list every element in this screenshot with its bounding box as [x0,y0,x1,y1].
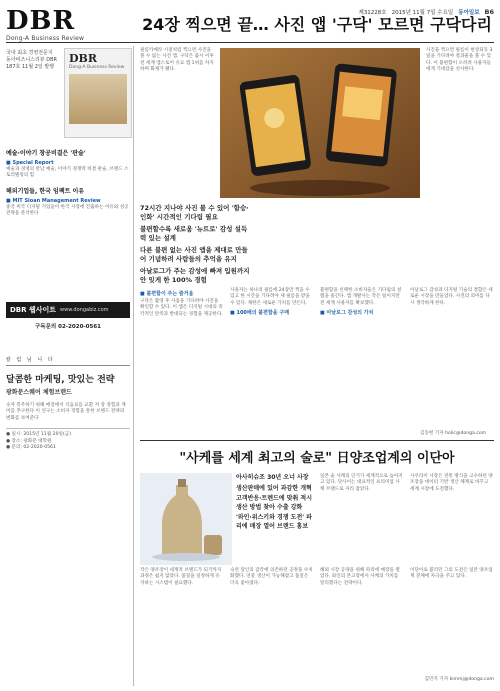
highlight-item: 생산판매에 있어 과감한 개혁 [236,484,312,492]
cover-image [69,74,127,124]
highlight-item: '와인·위스키와 경쟁 도전' 파리에 매장 열어 브랜드 홍보 [236,514,312,530]
sidebar-section [6,186,130,218]
highlight-item: 고객반응·트렌드에 맞춰 적시 생산 방법 찾아 수출 강화 [236,495,313,511]
article1-body [140,288,494,318]
section-title: 예술·이야기 창공비결은 '판술' [6,150,86,157]
article1-lead-text: 필름카메라 시절처럼 찍으면 사진을 볼 수 없는 사진 앱. 구닥은 출시 이후 전 세계 앱스토어 유료 앱 1위를 차지하며 화제가 됐다. [140,48,214,73]
sidebar-sections [6,142,130,218]
body-paragraph: 작은 양조장이 세계적 브랜드가 되기까지 과정은 쉽지 않았다. 품질을 일정하게 유지하는 시스템이 필요했다. [140,568,222,586]
event-date: ● 일시: 2015년 11월 20일(금) [6,432,71,438]
magazine-cover[interactable] [64,48,132,138]
article2-body [140,568,494,587]
body-column [140,288,224,318]
article2-highlights [236,474,316,533]
dbr-website-banner[interactable] [6,302,130,318]
article1-headline: 24장 찍으면 끝… 사진 앱 '구닥' 모르면 구닥다리 [142,15,492,34]
cover-subtitle: Dong-A Business Review [69,65,125,70]
subhead: ■ 100배의 불편함을 구매 [230,310,290,317]
highlight-item: 아날로그가 주는 감성에 빠져 입원까지 안 잊게 한 100% 경험 [140,267,250,284]
body-paragraph: 해외 시장 공략을 위해 파리에 매장을 열었다. 와인의 본고장에서 사케의 가치를 알리겠다는 전략이다. [320,568,400,586]
article1-byline: 김동현 기자 holic@donga.com [420,431,487,436]
article2-side-text: 사쿠라이 사장은 전통 방식을 고수하던 양조장을 데이터 기반 생산 체계로 바꾸고 세계 시장에 도전했다. [410,474,493,492]
highlight-item: 72시간 지나야 사진 볼 수 있어 '함승·인화' 시간적인 기다림 필요 [140,204,249,221]
banner-label: DBR 웹사이트 [10,306,57,314]
section-label: ■ MIT Sloan Management Review [6,197,101,204]
body-column [320,288,404,318]
subhead: ■ 아날로그 감성의 가치 [320,310,374,317]
section-body: 예술과 경영의 만남 예술, 이야기 경쟁력 비결 판술, 브랜드 스토리텔링의 힘 [6,167,129,179]
highlight-item: 아사히슈조 30년 오너 사장 [236,474,309,481]
sake-bottle-photo [140,473,232,565]
body-paragraph: 이단아로 불리던 그의 도전은 일본 양조업계 전체에 자극을 주고 있다. [410,568,493,580]
subhead: ■ 불편함이 주는 즐거움 [140,291,194,297]
promo-text: 국내 최초 경영전문지 동아비즈니스리뷰 DBR 187호 11월 2일 발행 [6,50,57,70]
smartphone-illustration [220,48,420,198]
highlight-item: 다른 불편 없는 사진 앱을 제대로 만들어 기념하려 사람들의 추억을 유지 [140,246,248,263]
masthead [6,8,130,42]
article2-byline: 김민지 기자 kimmj@donga.com [424,677,494,682]
date-line: 2015년 11월 7일 수요일 [391,10,454,16]
body-paragraph: 사용자는 하나의 필름에 24장만 찍을 수 있고 한 시간을 기다려야 새 필름을 받을 수 있다. 제한은 새로운 가치를 만든다. [230,288,310,306]
event-contact: ● 문의: 02-2020-0561 [6,445,56,451]
body-column [230,288,314,318]
column-subtitle: 광화문스퀘어 체험브랜드 [6,389,72,396]
page-number: B6 [484,8,494,16]
column-label: 칼 럼 님 니 다 [6,356,130,366]
issue-line: 제31228호 [358,10,387,16]
section-title: 해외기업들, 한국 임팩트 이유 [6,187,85,195]
column-divider [133,46,134,686]
article1-highlights [140,204,250,288]
dbr-logo: DBR [6,6,76,36]
body-paragraph: 불편함을 선택한 소비자들은 기다림의 설렘을 즐긴다. 앱 개발사는 작은 팀이지만 전 세계 사용자를 확보했다. [320,288,402,306]
article2-headline: "사케를 세계 최고의 술로" 日양조업계의 이단아 [179,451,455,466]
body-paragraph: 아날로그 감성과 디지털 기술의 결합은 새로운 시장을 만들었다. 사진의 의미를 다시 생각하게 한다. [410,288,493,306]
sidebar-section [6,148,130,180]
header-divider [6,42,494,43]
body-paragraph: 구닥은 촬영 후 사흘을 기다려야 사진을 확인할 수 있다. 이 앱은 디지털 시대의 즉각적인 만족과 반대되는 경험을 제공한다. [140,299,223,317]
article1-side-text: 사진을 찍으면 필름이 현상되듯 3일을 기다려야 결과물을 볼 수 있다. 이 불편함이 오히려 사용자들에게 기대감을 선사한다. [426,48,493,73]
website-url[interactable]: www.dongabiz.com [60,307,109,313]
paper-name: 동아일보 [458,10,480,16]
event-info [6,428,130,451]
logo-subtitle: Dong-A Business Review [6,35,85,42]
cover-title: DBR [69,52,97,65]
column-article [6,356,130,451]
event-place: ● 장소: 광화문 대학원 [6,438,52,444]
body-paragraph: 숙련 장인의 감각에 의존하던 공정을 수치화했다. 연중 생산이 가능해졌고 품질은 더욱 좋아졌다. [230,568,313,586]
section-label: ■ Special Report [6,160,54,166]
column-title: 달콤한 마케팅, 맛있는 전략 [6,375,115,385]
highlight-item: 불편할수록 새로움 '뉴트로' 감성 설득력 있는 설계 [140,225,248,242]
body-column [410,288,494,318]
column-body: 숫자 복주하기 위해 매장에서 식음료를 교환 저 장 경험과 재미를 추구한다 이 연구는 소비자 경험을 통한 브랜드 전략의 변화를 보여준다 [6,403,126,421]
article-divider [140,440,494,441]
section-body: 중국 미국 디지털 기업들이 한국 시장에 진출하는 이유와 성공 전략을 분석한다 [6,204,129,217]
article2-lead-text: 일본 술 사케의 인기가 세계적으로 높아지고 있다. 닷사이는 대표적인 프리미엄 사케 브랜드로 자리 잡았다. [320,474,403,492]
subscription-phone: 구독문의 02-2020-0561 [34,324,101,330]
